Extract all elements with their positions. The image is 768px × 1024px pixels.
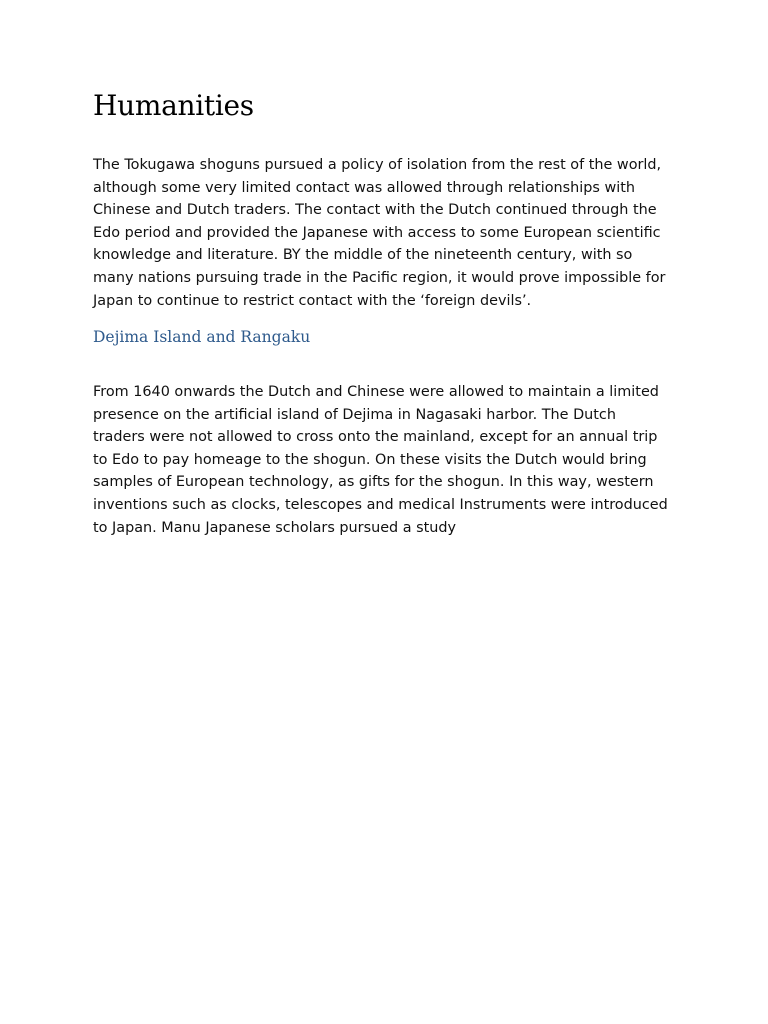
paragraph-line: inventions such as clocks, telescopes and medical Instruments were introduced bbox=[93, 496, 668, 513]
paragraph-line: many nations pursuing trade in the Pacific region, it would prove impossible for bbox=[93, 269, 666, 286]
document-title: Humanities bbox=[93, 89, 254, 122]
paragraph-line: presence on the artificial island of Dejima in Nagasaki harbor. The Dutch bbox=[93, 406, 616, 423]
paragraph-line: Chinese and Dutch traders. The contact with the Dutch continued through the bbox=[93, 202, 657, 219]
paragraph-line: to Japan. Manu Japanese scholars pursued a study bbox=[93, 519, 457, 536]
paragraph-line: traders were not allowed to cross onto the mainland, except for an annual trip bbox=[93, 429, 658, 446]
paragraph-line: From 1640 onwards the Dutch and Chinese were allowed to maintain a limited bbox=[93, 384, 659, 400]
paragraph-line: to Edo to pay homeage to the shogun. On these visits the Dutch would bring bbox=[93, 451, 647, 468]
paragraph-line: although some very limited contact was allowed through relationships with bbox=[93, 179, 636, 196]
paragraph-line: The Tokugawa shoguns pursued a policy of isolation from the rest of the world, bbox=[93, 157, 662, 173]
paragraph-line: Japan to continue to restrict contact with the ‘foreign devils’. bbox=[93, 292, 532, 309]
paragraph-line: samples of European technology, as gifts for the shogun. In this way, western bbox=[93, 474, 654, 491]
section-heading: Dejima Island and Rangaku bbox=[93, 328, 311, 346]
intro-paragraph bbox=[93, 154, 693, 312]
paragraph-line: Edo period and provided the Japanese with access to some European scientific bbox=[93, 224, 661, 241]
paragraph-line: knowledge and literature. BY the middle of the nineteenth century, with so bbox=[93, 247, 633, 264]
section-paragraph bbox=[93, 381, 693, 539]
